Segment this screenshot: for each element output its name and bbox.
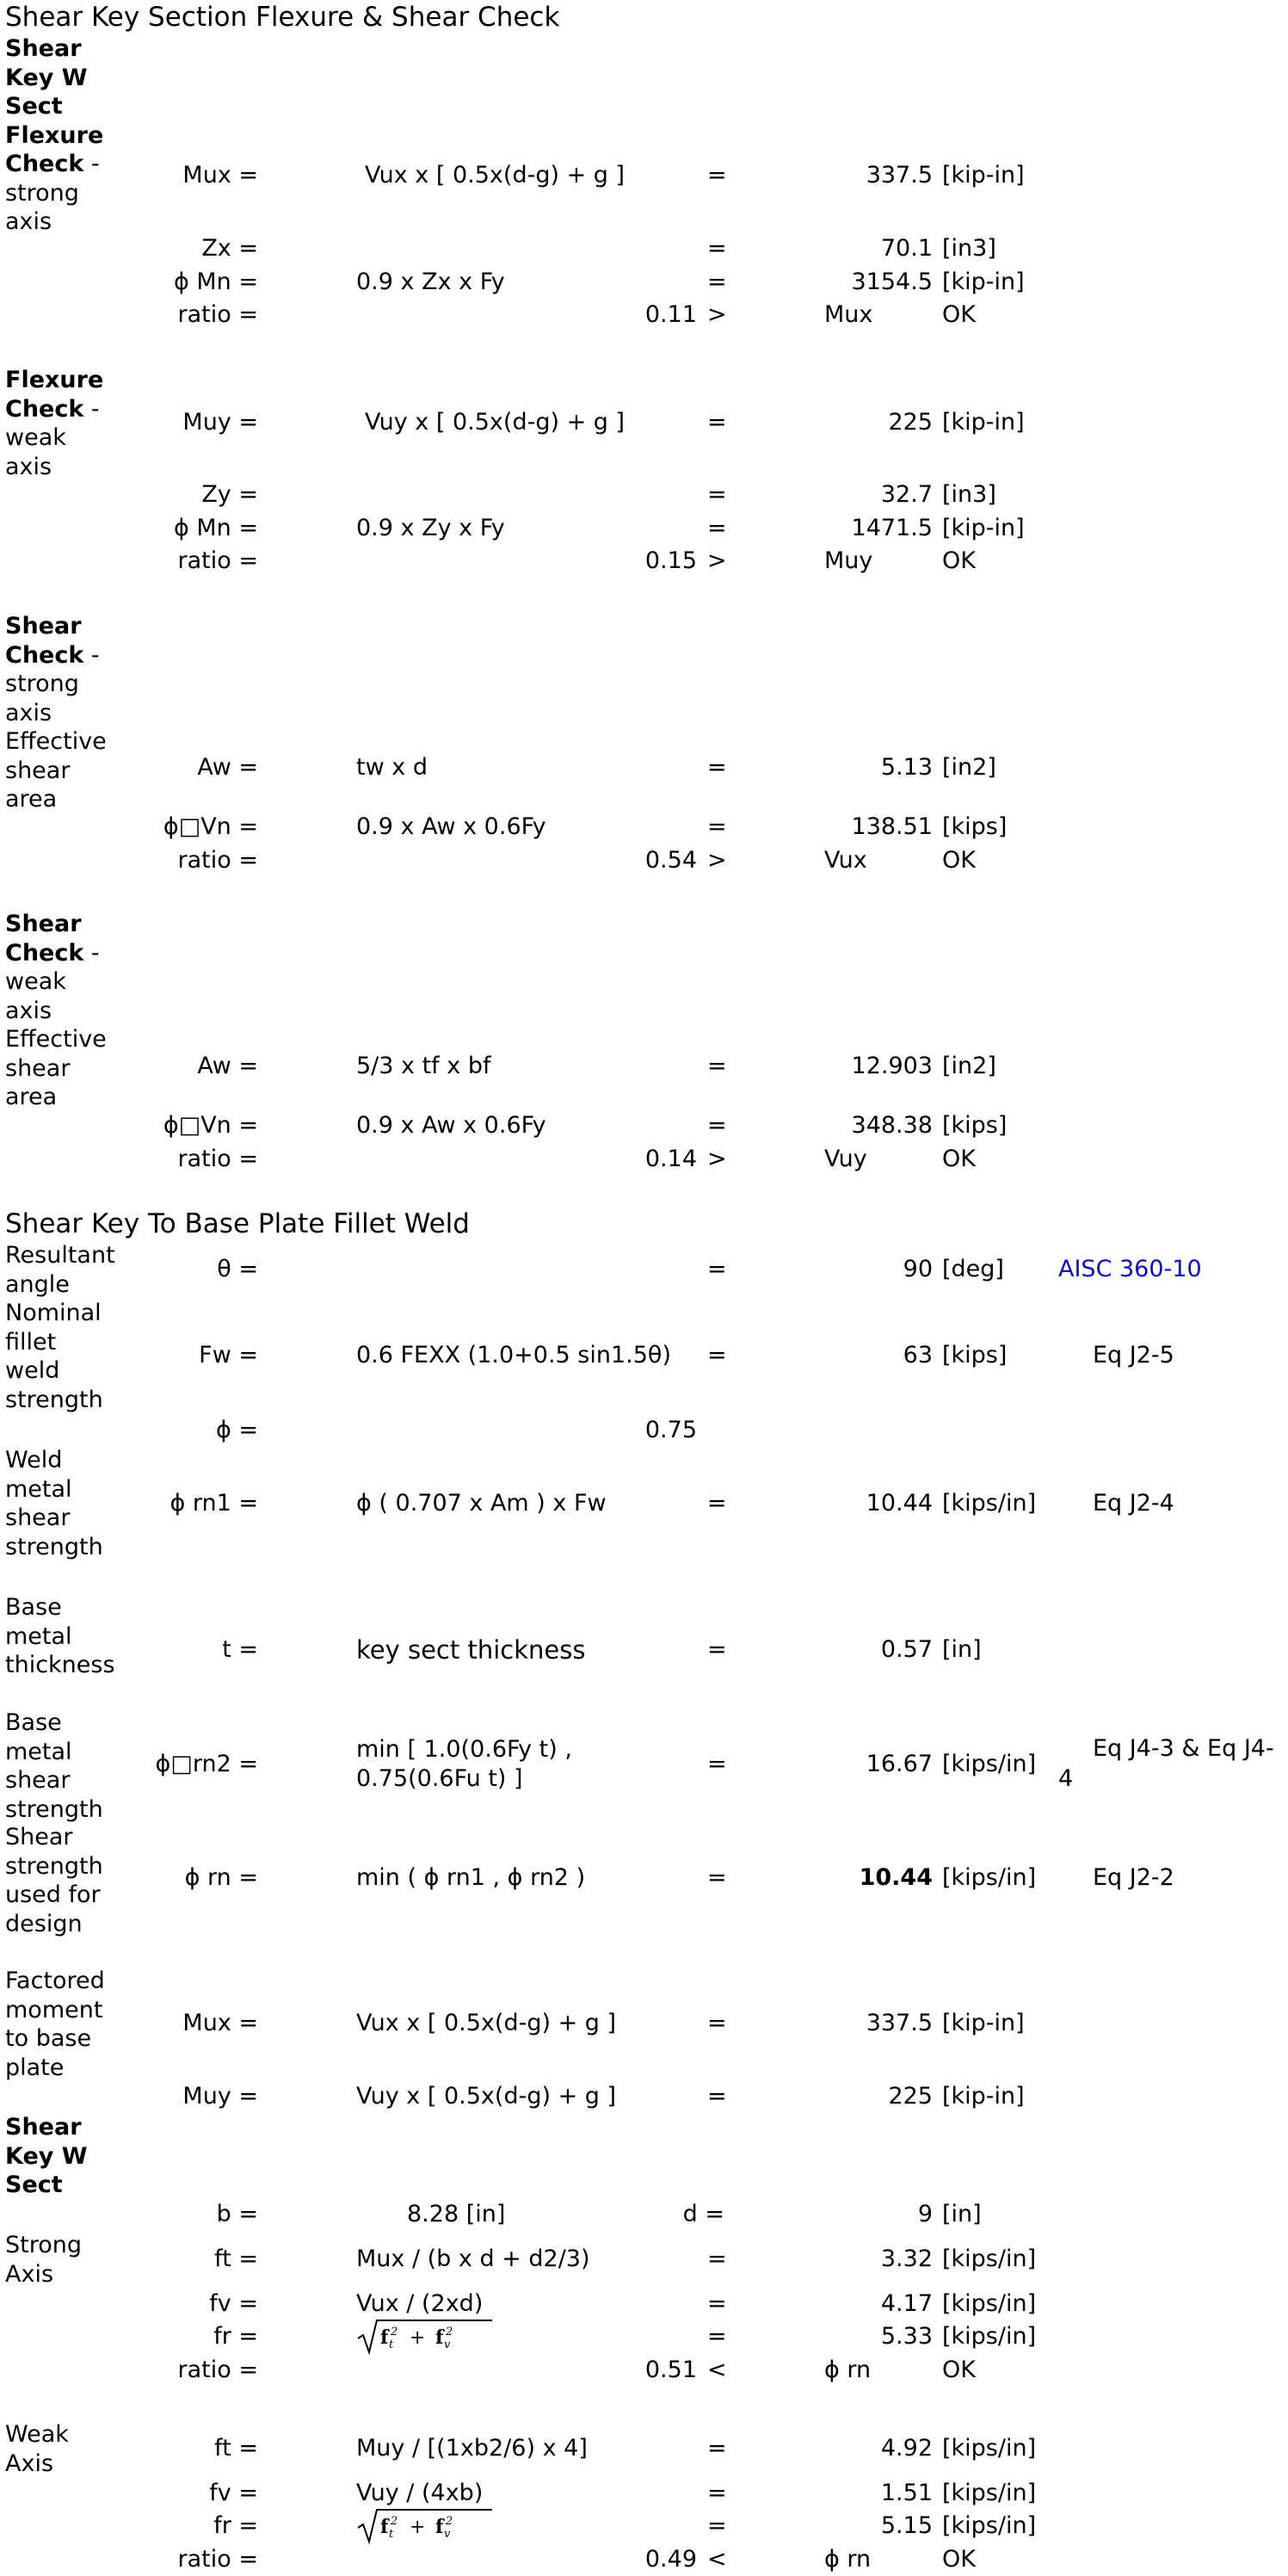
- ratio-compare: >: [707, 301, 727, 328]
- ratio-value: 0.14: [644, 1146, 697, 1172]
- ratio-ref: Vux: [824, 847, 867, 874]
- unit-phi-rn: [kips/in]: [942, 1864, 1037, 1891]
- page-title: Shear Key Section Flexure & Shear Check: [5, 2, 560, 33]
- sym-mux: Mux =: [182, 2010, 258, 2036]
- sym-ratio: ratio =: [177, 2357, 258, 2383]
- sym-phi: ϕ =: [215, 1417, 258, 1443]
- unit-ft: [kips/in]: [942, 2435, 1037, 2462]
- value-phi-vn: 348.38: [851, 1112, 933, 1139]
- unit-mux: [kip-in]: [942, 162, 1025, 188]
- svg-text:t: t: [389, 2338, 394, 2351]
- label-weak-axis: Weak Axis: [5, 2421, 69, 2477]
- sym-theta: θ =: [217, 1256, 258, 1282]
- formula-mux: Vux x [ 0.5x(d-g) + g ]: [356, 2010, 617, 2036]
- eq-sign: =: [707, 1256, 727, 1282]
- eq-sign: =: [707, 1864, 727, 1891]
- eq-sign: =: [707, 2290, 727, 2317]
- ratio-status: OK: [942, 847, 976, 874]
- reference-eq: Eq J4-3 & Eq J4-: [1093, 1735, 1274, 1762]
- ratio-value: 0.15: [644, 547, 697, 574]
- svg-text:f: f: [435, 2516, 444, 2538]
- ratio-ref: ϕ rn: [824, 2546, 872, 2573]
- unit-aw: [in2]: [942, 1053, 996, 1079]
- section-title-weld: Shear Key To Base Plate Fillet Weld: [5, 1208, 470, 1239]
- value-b: 8.28 [in]: [407, 2201, 506, 2227]
- sym-phi-mn: ϕ Mn =: [173, 515, 258, 541]
- ratio-value: 0.54: [644, 847, 697, 874]
- svg-text:+: +: [410, 2517, 426, 2538]
- svg-text:t: t: [389, 2528, 394, 2541]
- reference-eq: Eq J2-4: [1093, 1490, 1174, 1517]
- sym-ratio: ratio =: [177, 1146, 258, 1172]
- sym-phi-vn: ϕ□Vn =: [163, 813, 258, 840]
- reference-aisc: AISC 360-10: [1058, 1256, 1202, 1282]
- unit-zx: [in3]: [942, 235, 996, 262]
- unit-phi-vn: [kips]: [942, 1112, 1008, 1139]
- eq-sign: =: [707, 2512, 727, 2539]
- reference-eq: Eq J2-5: [1093, 1342, 1174, 1368]
- value-phi-mn: 1471.5: [851, 515, 933, 541]
- svg-text:2: 2: [391, 2326, 398, 2338]
- ratio-compare: >: [707, 847, 727, 874]
- value-fv: 4.17: [880, 2290, 933, 2317]
- label-shear-strength-design: Shear strength used for design: [5, 1824, 103, 1937]
- label-strong-axis: Strong Axis: [5, 2232, 83, 2288]
- value-theta: 90: [903, 1256, 933, 1282]
- eq-sign: =: [707, 2246, 727, 2272]
- value-ft: 3.32: [880, 2246, 933, 2272]
- unit-ft: [kips/in]: [942, 2246, 1037, 2272]
- value-phi-rn: 10.44: [859, 1864, 933, 1891]
- label-base-metal-shear: Base metal shear strength: [5, 1709, 103, 1823]
- ratio-value: 0.11: [644, 301, 697, 328]
- eq-sign: =: [707, 162, 727, 188]
- sym-b: b =: [216, 2201, 258, 2227]
- sym-phi-mn: ϕ Mn =: [173, 269, 258, 295]
- unit-d: [in]: [942, 2201, 982, 2227]
- formula-muy: Vuy x [ 0.5x(d-g) + g ]: [365, 409, 626, 436]
- sym-muy: Muy =: [182, 2083, 258, 2110]
- ratio-status: OK: [942, 2546, 976, 2573]
- ratio-ref: Muy: [824, 547, 873, 574]
- eq-sign: =: [707, 515, 727, 541]
- ratio-status: OK: [942, 301, 976, 328]
- value-phi-rn1: 10.44: [866, 1490, 933, 1517]
- value-fr: 5.15: [880, 2512, 933, 2539]
- sym-phi-rn: ϕ rn =: [184, 1864, 258, 1891]
- sym-phi-rn2: ϕ□rn2 =: [155, 1751, 258, 1777]
- label-weld-metal: Weld metal shear strength: [5, 1447, 103, 1560]
- sym-ratio: ratio =: [177, 2546, 258, 2573]
- unit-muy: [kip-in]: [942, 409, 1025, 436]
- sym-fr: fr =: [213, 2323, 258, 2350]
- value-fv: 1.51: [880, 2480, 933, 2506]
- sym-d: d =: [682, 2201, 724, 2227]
- sym-ratio: ratio =: [177, 847, 258, 874]
- formula-aw: 5/3 x tf x bf: [356, 1053, 491, 1079]
- ratio-status: OK: [942, 1146, 976, 1172]
- value-fw: 63: [903, 1342, 933, 1368]
- svg-text:f: f: [380, 2326, 389, 2349]
- sym-ft: ft =: [214, 2246, 258, 2272]
- ratio-status: OK: [942, 547, 976, 574]
- sym-ratio: ratio =: [177, 301, 258, 328]
- svg-text:+: +: [410, 2327, 426, 2349]
- sym-ratio: ratio =: [177, 547, 258, 574]
- unit-fv: [kips/in]: [942, 2480, 1037, 2506]
- unit-fw: [kips]: [942, 1342, 1008, 1368]
- unit-phi-rn2: [kips/in]: [942, 1751, 1037, 1777]
- value-phi-vn: 138.51: [851, 813, 933, 840]
- value-mux: 337.5: [866, 162, 933, 188]
- eq-sign: =: [707, 2480, 727, 2506]
- eq-sign: =: [707, 269, 727, 295]
- unit-phi-mn: [kip-in]: [942, 515, 1025, 541]
- value-phi-mn: 3154.5: [851, 269, 933, 295]
- formula-phi-rn2-line2: 0.75(0.6Fu t) ]: [356, 1765, 523, 1792]
- sym-ft: ft =: [214, 2435, 258, 2462]
- sym-phi-rn1: ϕ rn1 =: [169, 1490, 258, 1517]
- value-fr: 5.33: [880, 2323, 933, 2350]
- sym-aw: Aw =: [197, 754, 258, 781]
- formula-phi-vn: 0.9 x Aw x 0.6Fy: [356, 813, 546, 840]
- eq-sign: =: [707, 754, 727, 781]
- ratio-compare: <: [707, 2357, 727, 2383]
- eq-sign: =: [707, 1490, 727, 1517]
- value-phi: 0.75: [644, 1417, 697, 1443]
- formula-aw: tw x d: [356, 754, 428, 781]
- svg-text:v: v: [444, 2338, 451, 2351]
- reference-eq-cont: 4: [1058, 1765, 1074, 1792]
- eq-sign: =: [707, 1053, 727, 1079]
- eq-sign: =: [707, 1342, 727, 1368]
- value-t: 0.57: [880, 1636, 933, 1663]
- formula-fv: Vuy / (4xb): [356, 2480, 484, 2506]
- value-aw: 5.13: [880, 754, 933, 781]
- formula-muy: Vuy x [ 0.5x(d-g) + g ]: [356, 2083, 617, 2110]
- unit-fr: [kips/in]: [942, 2512, 1037, 2539]
- formula-phi-mn: 0.9 x Zx x Fy: [356, 269, 505, 295]
- eq-sign: =: [707, 1751, 727, 1777]
- sym-aw: Aw =: [197, 1053, 258, 1079]
- sym-fv: fv =: [209, 2290, 258, 2317]
- eq-sign: =: [707, 1112, 727, 1139]
- label-shear-key-w-sect: Shear Key W Sect: [5, 2114, 88, 2198]
- svg-text:2: 2: [446, 2515, 453, 2528]
- svg-text:2: 2: [391, 2515, 398, 2528]
- svg-text:v: v: [444, 2528, 451, 2541]
- section-label-shear-strong: Shear Check - strong axis Effective shear area: [5, 613, 107, 812]
- reference-eq: Eq J2-2: [1093, 1864, 1174, 1891]
- sym-muy: Muy =: [182, 409, 258, 436]
- value-zy: 32.7: [880, 481, 933, 508]
- eq-sign: =: [707, 409, 727, 436]
- unit-theta: [deg]: [942, 1256, 1004, 1282]
- formula-t: key sect thickness: [356, 1635, 586, 1665]
- value-aw: 12.903: [851, 1053, 933, 1079]
- value-mux: 337.5: [866, 2010, 933, 2036]
- section-label-flexure-strong: Shear Key W Sect Flexure Check - strong axis: [5, 35, 104, 235]
- formula-ft: Muy / [(1xb2/6) x 4]: [356, 2435, 588, 2462]
- formula-fv: Vux / (2xd): [356, 2290, 484, 2317]
- ratio-value: 0.49: [644, 2546, 697, 2573]
- sym-zx: Zx =: [201, 235, 258, 262]
- sym-fw: Fw =: [199, 1342, 258, 1368]
- ratio-ref: ϕ rn: [824, 2357, 872, 2383]
- unit-mux: [kip-in]: [942, 2010, 1025, 2036]
- value-phi-rn2: 16.67: [866, 1751, 933, 1777]
- unit-t: [in]: [942, 1636, 982, 1663]
- unit-fr: [kips/in]: [942, 2323, 1037, 2350]
- value-ft: 4.92: [880, 2435, 933, 2462]
- eq-sign: =: [707, 2083, 727, 2110]
- formula-phi-mn: 0.9 x Zy x Fy: [356, 515, 505, 541]
- sym-zy: Zy =: [201, 481, 258, 508]
- unit-phi-vn: [kips]: [942, 813, 1008, 840]
- sym-t: t =: [222, 1636, 258, 1663]
- sym-phi-vn: ϕ□Vn =: [163, 1112, 258, 1139]
- label-resultant-angle: Resultant angle: [5, 1242, 115, 1298]
- svg-text:f: f: [435, 2326, 444, 2349]
- unit-zy: [in3]: [942, 481, 996, 508]
- eq-sign: =: [707, 235, 727, 262]
- svg-text:f: f: [380, 2516, 389, 2538]
- formula-mux: Vux x [ 0.5x(d-g) + g ]: [365, 162, 626, 188]
- ratio-ref: Mux: [824, 301, 873, 328]
- ratio-value: 0.51: [644, 2357, 697, 2383]
- section-label-flexure-weak: Flexure Check - weak axis: [5, 367, 104, 480]
- value-d: 9: [917, 2201, 933, 2227]
- formula-phi-vn: 0.9 x Aw x 0.6Fy: [356, 1112, 546, 1139]
- ratio-status: OK: [942, 2357, 976, 2383]
- formula-phi-rn2-line1: min [ 1.0(0.6Fy t) ,: [356, 1736, 572, 1763]
- eq-sign: =: [707, 1636, 727, 1663]
- value-zx: 70.1: [880, 235, 933, 262]
- unit-aw: [in2]: [942, 754, 996, 781]
- formula-fw: 0.6 FEXX (1.0+0.5 sin1.5θ): [356, 1342, 671, 1368]
- label-factored-moment: Factored moment to base plate: [5, 1968, 105, 2081]
- unit-phi-mn: [kip-in]: [942, 269, 1025, 295]
- value-muy: 225: [888, 409, 933, 436]
- unit-fv: [kips/in]: [942, 2290, 1037, 2317]
- section-label-shear-weak: Shear Check - weak axis Effective shear area: [5, 911, 107, 1110]
- svg-text:2: 2: [446, 2326, 453, 2338]
- label-base-metal-thickness: Base metal thickness: [5, 1594, 115, 1678]
- eq-sign: =: [707, 2435, 727, 2462]
- sym-fv: fv =: [209, 2480, 258, 2506]
- eq-sign: =: [707, 481, 727, 508]
- unit-muy: [kip-in]: [942, 2083, 1025, 2110]
- value-muy: 225: [888, 2083, 933, 2110]
- ratio-ref: Vuy: [824, 1146, 867, 1172]
- sqrt-formula-fr: [356, 2507, 494, 2545]
- label-nominal-weld: Nominal fillet weld strength: [5, 1300, 103, 1413]
- eq-sign: =: [707, 2323, 727, 2350]
- unit-phi-rn1: [kips/in]: [942, 1490, 1037, 1517]
- sym-fr: fr =: [213, 2512, 258, 2539]
- ratio-compare: <: [707, 2546, 727, 2573]
- sym-mux: Mux =: [182, 162, 258, 188]
- formula-phi-rn: min ( ϕ rn1 , ϕ rn2 ): [356, 1864, 586, 1891]
- ratio-compare: >: [707, 547, 727, 574]
- formula-phi-rn1: ϕ ( 0.707 x Am ) x Fw: [356, 1490, 607, 1517]
- formula-ft: Mux / (b x d + d2/3): [356, 2246, 590, 2272]
- sqrt-formula-fr: [356, 2318, 494, 2356]
- eq-sign: =: [707, 2010, 727, 2036]
- ratio-compare: >: [707, 1146, 727, 1172]
- eq-sign: =: [707, 813, 727, 840]
